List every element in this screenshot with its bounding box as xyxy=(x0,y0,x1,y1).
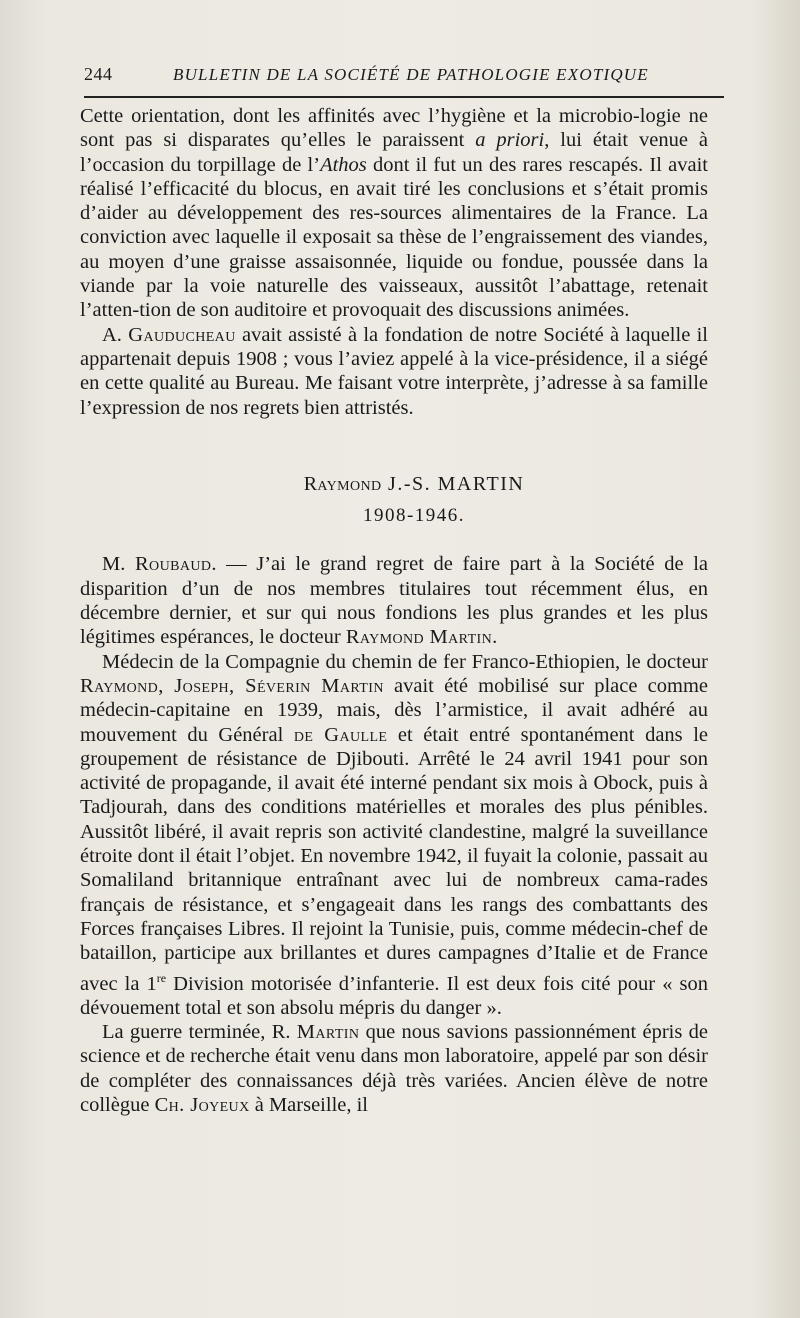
ship-name: Athos xyxy=(320,153,367,176)
obituary-first-name: Raymond xyxy=(303,472,382,495)
text-run: avait assisté à la fondation de notre Société à laquelle il appartenait depuis 1908 ; vous l’aviez appelé à la vice-présidence, il a siégé en cette qualité au Bureau. Me faisant votre interprète, j’adresse à sa famille l’expression de nos regrets bien attristés. xyxy=(80,323,708,419)
speaker-name: Roubaud xyxy=(134,553,212,576)
paragraph-postwar xyxy=(80,1020,708,1117)
running-title: BULLETIN DE LA SOCIÉTÉ DE PATHOLOGIE EXOTIQUE xyxy=(173,65,649,84)
person-name: de Gaulle xyxy=(293,723,388,746)
person-name: Gauducheau xyxy=(128,323,236,346)
text-run: à Marseille, il xyxy=(249,1093,368,1116)
page-header xyxy=(84,64,724,90)
text-run: , lui était venue à l’occasion du torpillage de l’ xyxy=(80,129,708,176)
italic-term: a priori xyxy=(475,129,545,152)
page-number: 244 xyxy=(84,64,113,84)
person-name: Raymond Martin xyxy=(345,626,493,649)
text-run: Cette orientation, dont les affinités avec l’hygiène et la microbio-logie ne sont pas si disparates qu’elles le paraissent xyxy=(80,105,708,152)
text-run: . — J’ai le grand regret de faire part à la Société de la disparition d’un de nos membres titulaires tout récemment élus, en décembre dernier, et sur qui nous fondions les plus grandes et les plus légitimes espérances, le docteur xyxy=(80,553,709,649)
text-run: . xyxy=(492,626,498,649)
person-name: Martin xyxy=(296,1020,360,1043)
obituary-surname: J.-S. MARTIN xyxy=(381,472,525,495)
text-run: A. xyxy=(102,323,129,346)
text-run: que nous savions passionnément épris de science et de recherche était venu dans mon laboratoire, appelé par son désir de compléter des connaissances déjà très variées. Ancien élève de notre collègue xyxy=(80,1020,708,1116)
text-run: dont il fut un des rares rescapés. Il avait réalisé l’efficacité du blocus, en avait tiré les conclusions et s’était promis d’aider au développement des res-sources alimentaires de la France. La conviction avec laquelle il exposait sa thèse de l’engraissement des viandes, au moyen d’une graisse assaisonnée, liquide ou fondue, poussée dans la viande par la voie naturelle des vaisseaux, aussitôt l’abattage, retenait l’atten-tion de son auditoire et provoquait des discussions animées. xyxy=(80,153,708,322)
paragraph-gauducheau xyxy=(80,323,708,420)
obituary-dates: 1908-1946. xyxy=(362,505,466,527)
text-run: La guerre terminée, R. xyxy=(102,1020,297,1043)
header-rule xyxy=(84,96,724,98)
person-name: Raymond, Joseph, Séverin Martin xyxy=(80,674,384,697)
ordinal-suffix: re xyxy=(156,970,167,985)
paragraph-orientation xyxy=(80,104,708,323)
text-run: Médecin de la Compagnie du chemin de fer Franco-Ethiopien, le docteur xyxy=(102,650,708,673)
paragraph-roubaud xyxy=(80,552,708,649)
body-text xyxy=(80,104,708,1117)
text-run: avait été mobilisé sur place comme médecin-capitaine en 1939, mais, dès l’armistice, il avait adhéré au mouvement du Général xyxy=(80,674,708,746)
text-run: et était entré spontanément dans le groupement de résistance de Djibouti. Arrêté le 24 avril 1941 pour son activité de propagande, il avait été interné pendant six mois à Obock, puis à Tadjourah, dans des conditions matérielles et morales des plus pénibles. Aussitôt libéré, il avait repris son activité clandestine, malgré la suveillance étroite dont il était l’objet. En novembre 1942, il fuyait la colonie, passait au Somaliland britannique entraînant avec lui de nombreux cama-rades français de résistance, et s’engageait dans les rangs des combattants des Forces françaises Libres. Il rejoint la Tunisie, puis, comme médecin-chef de bataillon, participe aux brillantes et dures campagnes d’Italie et de France avec la xyxy=(80,723,708,995)
text-run: M. xyxy=(102,553,135,576)
ordinal-number: 1 xyxy=(146,972,157,995)
paragraph-biography xyxy=(80,650,708,1020)
obituary-title xyxy=(80,472,708,496)
person-name: Ch. Joyeux xyxy=(154,1093,250,1116)
text-run: Division motorisée d’infanterie. Il est deux fois cité pour « son dévouement total et son absolu mépris du danger ». xyxy=(80,972,709,1019)
